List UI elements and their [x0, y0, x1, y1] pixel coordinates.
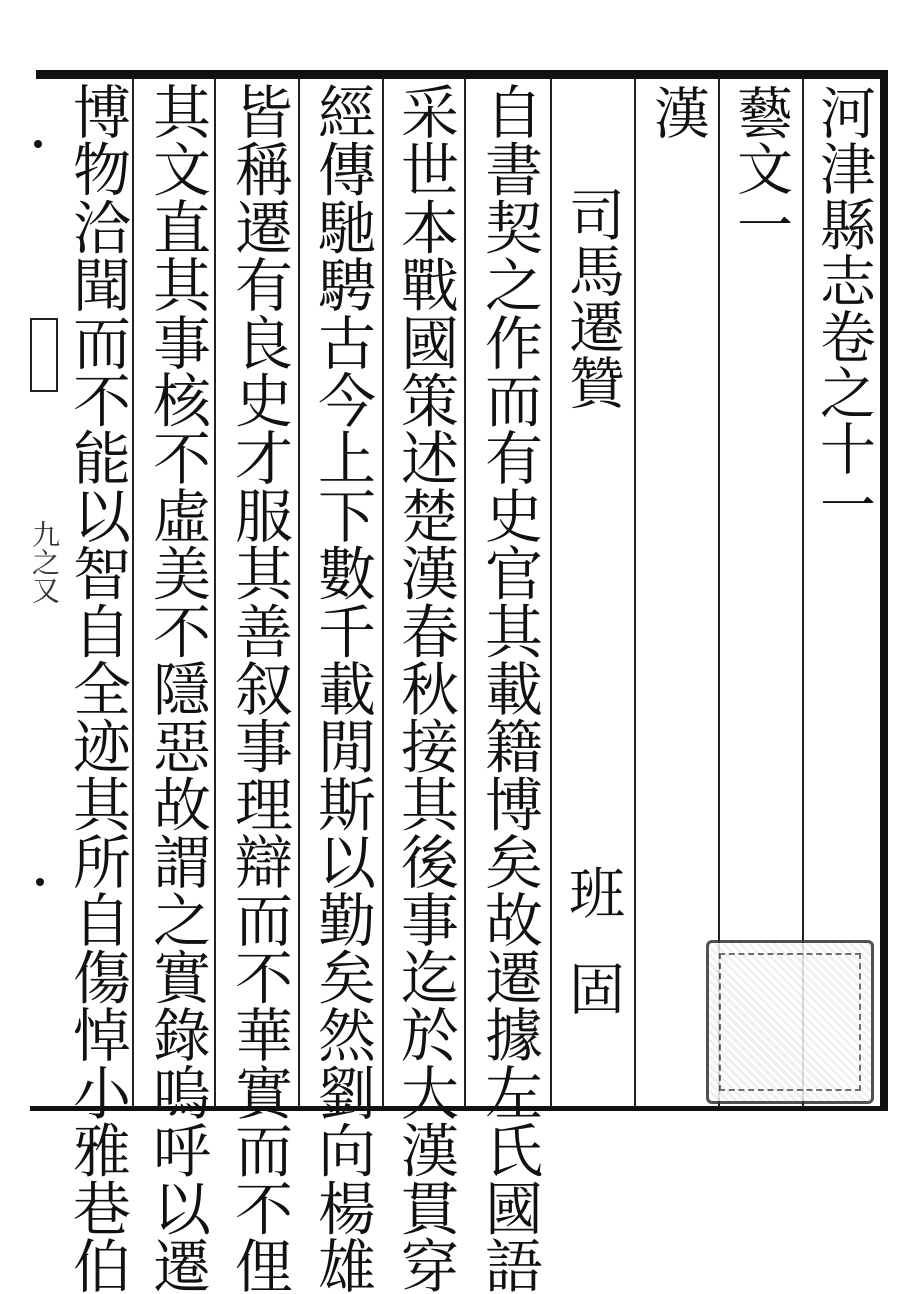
column-separator	[550, 79, 552, 1106]
author-name: 班固	[560, 864, 625, 1056]
page-number-note: 九之又	[28, 520, 61, 604]
column-separator	[464, 79, 466, 1106]
ink-dot	[34, 140, 42, 148]
text-column-3: 經傳馳騁古今上下數千載閒斯以勤矣然劉向楊雄	[308, 82, 376, 1294]
right-frame-rule	[880, 70, 888, 1111]
text-column-2: 采世本戰國策述楚漢春秋接其後事迄於大漢貫穿	[391, 82, 459, 1294]
book-title: 河津縣志卷之十一	[811, 84, 876, 532]
seal-inner-border	[719, 953, 861, 1091]
text-column-1: 自書契之作而有史官其載籍博矣故遷據左氏國語	[475, 82, 543, 1294]
essay-title: 司馬遷贊	[560, 186, 625, 410]
top-frame-rule	[36, 70, 888, 79]
column-separator	[634, 79, 636, 1106]
column-separator	[382, 79, 384, 1106]
column-separator	[214, 79, 216, 1106]
text-column-4: 皆稱遷有良史才服其善叙事理辯而不華實而不俚	[225, 82, 293, 1294]
fold-mark-box	[30, 318, 58, 392]
section-title: 藝文一	[728, 84, 793, 252]
dynasty-label: 漢	[645, 84, 710, 140]
column-separator	[298, 79, 300, 1106]
left-column-rule	[132, 79, 134, 1106]
text-column-6: 博物洽聞而不能以智自全迹其所自傷悼小雅巷伯	[63, 82, 131, 1294]
ink-dot	[36, 878, 44, 886]
library-seal-stamp	[706, 940, 874, 1104]
text-column-5: 其文直其事核不虛美不隱惡故謂之實錄嗚呼以遷	[143, 82, 211, 1294]
